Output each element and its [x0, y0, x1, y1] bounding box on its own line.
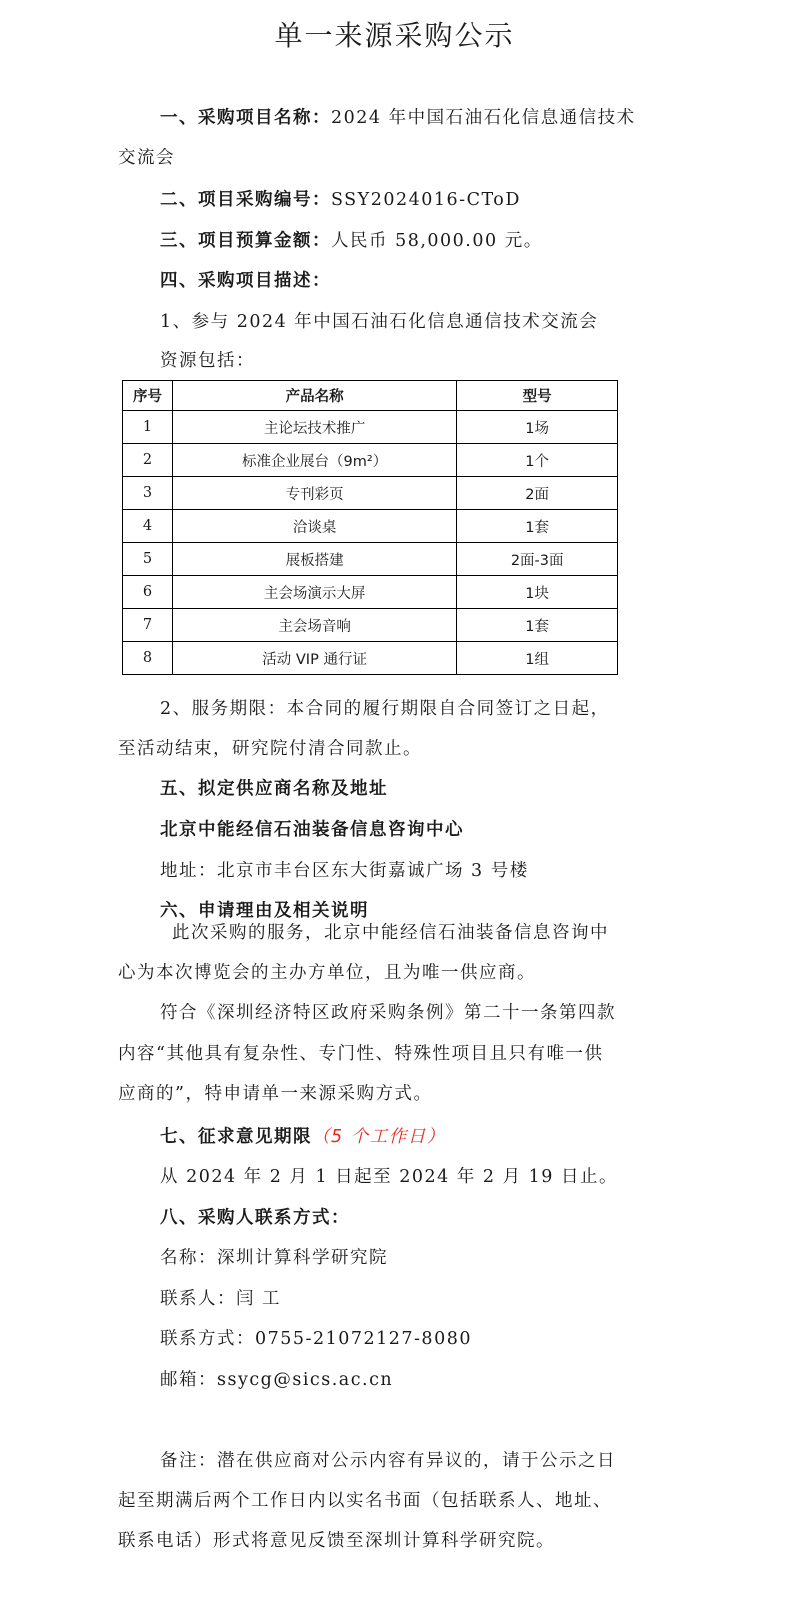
- table-row: [123, 576, 618, 609]
- cell-model: 1组: [457, 642, 618, 675]
- cell-seq: 4: [123, 510, 173, 543]
- project-name: [160, 104, 636, 129]
- cell-product: 主会场演示大屏: [172, 576, 456, 609]
- item2-line1: 2、服务期限：本合同的履行期限自合同签订之日起，: [160, 699, 610, 719]
- header-seq: 序号: [123, 381, 173, 411]
- purchaser-phone: 联系方式：0755-21072127-8080: [160, 1329, 472, 1349]
- cell-seq: 3: [123, 477, 173, 510]
- remark-line3: 联系电话）形式将意见反馈至深圳计算科学研究院。: [118, 1531, 555, 1551]
- project-number-value: SSY2024016-CToD: [331, 190, 521, 210]
- cell-model: 1块: [457, 576, 618, 609]
- reason-p2-line3: 应商的”，特申请单一来源采购方式。: [118, 1084, 433, 1104]
- project-number-label: 二、项目采购编号：: [160, 190, 331, 210]
- header-product: 产品名称: [172, 381, 456, 411]
- cell-product: 主会场音响: [172, 609, 456, 642]
- table-row: [123, 477, 618, 510]
- table-row: [123, 609, 618, 642]
- cell-product: 洽谈桌: [172, 510, 456, 543]
- cell-product: 主论坛技术推广: [172, 411, 456, 444]
- cell-seq: 5: [123, 543, 173, 576]
- project-name-value: 2024 年中国石油石化信息通信技术: [331, 108, 636, 128]
- table-row: [123, 444, 618, 477]
- remark-line2: 起至期满后两个工作日内以实名书面（包括联系人、地址、: [118, 1491, 612, 1511]
- reason-p1-line2: 心为本次博览会的主办方单位，且为唯一供应商。: [118, 963, 536, 983]
- cell-model: 1场: [457, 411, 618, 444]
- supplier-name: 北京中能经信石油装备信息咨询中心: [160, 820, 464, 840]
- item1-line1: 1、参与 2024 年中国石油石化信息通信技术交流会: [160, 312, 599, 332]
- cell-model: 1个: [457, 444, 618, 477]
- table-row: [123, 411, 618, 444]
- project-budget-value: 人民币 58,000.00 元。: [331, 231, 543, 251]
- section-4-heading: 四、采购项目描述：: [160, 271, 331, 291]
- project-name-label: 一、采购项目名称：: [160, 108, 331, 128]
- table-row: [123, 642, 618, 675]
- reason-p1-line1: 此次采购的服务，北京中能经信石油装备信息咨询中: [172, 923, 609, 943]
- table-row: [123, 543, 618, 576]
- comment-period: 从 2024 年 2 月 1 日起至 2024 年 2 月 19 日止。: [160, 1167, 618, 1187]
- supplier-address: 地址：北京市丰台区东大街嘉诚广场 3 号楼: [160, 861, 529, 881]
- reason-p2-line1: 符合《深圳经济特区政府采购条例》第二十一条第四款: [160, 1003, 616, 1023]
- resource-table: [122, 380, 618, 675]
- section-6-heading: 六、申请理由及相关说明: [160, 901, 369, 921]
- reason-p2-line2: 内容“其他具有复杂性、专门性、特殊性项目且只有唯一供: [118, 1044, 604, 1064]
- section-8-heading: 八、采购人联系方式：: [160, 1208, 350, 1228]
- cell-product: 标准企业展台（9m²）: [172, 444, 456, 477]
- cell-product: 专刊彩页: [172, 477, 456, 510]
- cell-seq: 7: [123, 609, 173, 642]
- cell-seq: 2: [123, 444, 173, 477]
- page-title: 单一来源采购公示: [274, 19, 515, 52]
- project-budget-label: 三、项目预算金额：: [160, 231, 331, 251]
- cell-model: 1套: [457, 510, 618, 543]
- purchaser-name: 名称：深圳计算科学研究院: [160, 1248, 388, 1268]
- section-5-heading: 五、拟定供应商名称及地址: [160, 779, 388, 799]
- purchaser-email: 邮箱：ssycg@sics.ac.cn: [160, 1370, 394, 1390]
- cell-seq: 8: [123, 642, 173, 675]
- section-7-heading: [160, 1123, 446, 1148]
- project-budget: [160, 227, 543, 252]
- section-7-label: 七、征求意见期限: [160, 1127, 312, 1147]
- purchaser-contact: 联系人：闫 工: [160, 1289, 282, 1309]
- project-number: [160, 186, 521, 211]
- header-model: 型号: [457, 381, 618, 411]
- cell-seq: 6: [123, 576, 173, 609]
- cell-model: 1套: [457, 609, 618, 642]
- project-name-cont: 交流会: [118, 148, 175, 168]
- working-days-note: （5 个工作日）: [312, 1127, 446, 1147]
- cell-product: 活动 VIP 通行证: [172, 642, 456, 675]
- remark-line1: 备注：潜在供应商对公示内容有异议的，请于公示之日: [160, 1451, 616, 1471]
- cell-model: 2面: [457, 477, 618, 510]
- table-row: [123, 510, 618, 543]
- table-header-row: [123, 381, 618, 411]
- cell-product: 展板搭建: [172, 543, 456, 576]
- cell-seq: 1: [123, 411, 173, 444]
- item1-line2: 资源包括：: [160, 351, 255, 371]
- item2-line2: 至活动结束，研究院付清合同款止。: [118, 739, 422, 759]
- cell-model: 2面-3面: [457, 543, 618, 576]
